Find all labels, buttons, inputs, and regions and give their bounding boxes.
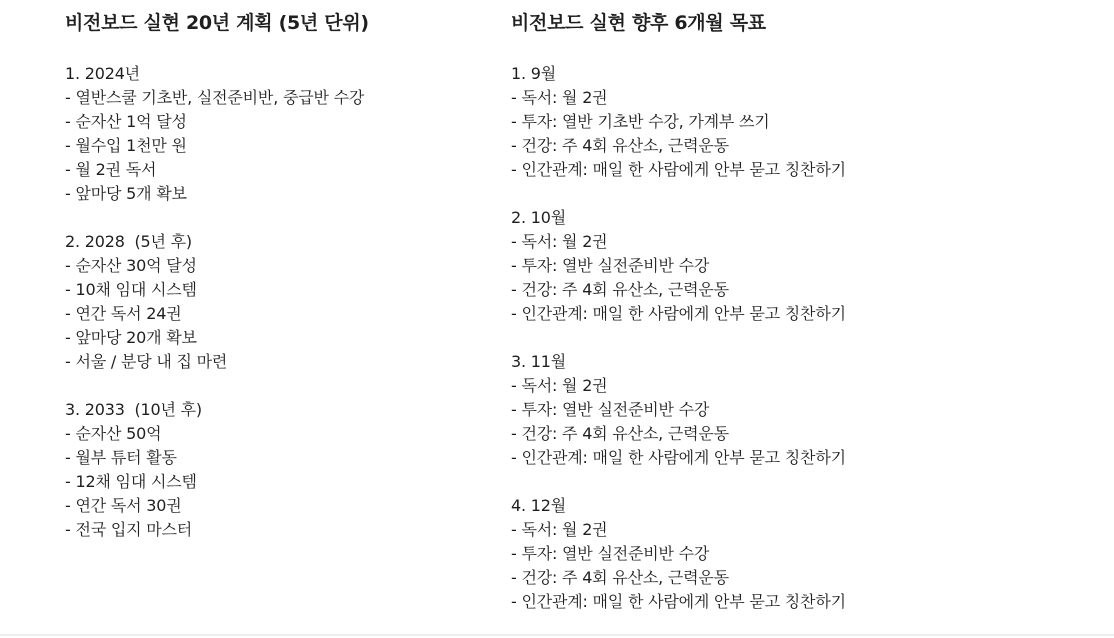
section-heading: 4. 12월 (511, 496, 566, 515)
list-item: - 투자: 열반 실전준비반 수강 (511, 400, 710, 419)
plan-section-2028 (65, 230, 485, 374)
list-item: - 독서: 월 2권 (511, 232, 608, 251)
list-item: - 건강: 주 4회 유산소, 근력운동 (511, 424, 729, 443)
list-item: - 인간관계: 매일 한 사람에게 안부 묻고 칭찬하기 (511, 160, 846, 179)
list-item: - 연간 독서 30권 (65, 496, 182, 515)
list-item: - 건강: 주 4회 유산소, 근력운동 (511, 280, 729, 299)
goal-section-october (511, 206, 1091, 326)
list-item: - 건강: 주 4회 유산소, 근력운동 (511, 568, 729, 587)
list-item: - 전국 입지 마스터 (65, 520, 193, 539)
list-item: - 투자: 열반 실전준비반 수강 (511, 256, 710, 275)
section-heading: 3. 2033 (10년 후) (65, 400, 202, 419)
list-item: - 순자산 50억 (65, 424, 162, 443)
list-item: - 인간관계: 매일 한 사람에게 안부 묻고 칭찬하기 (511, 592, 846, 611)
list-item: - 앞마당 20개 확보 (65, 328, 197, 347)
list-item: - 투자: 열반 기초반 수강, 가계부 쓰기 (511, 112, 770, 131)
list-item: - 10채 임대 시스템 (65, 280, 197, 299)
six-month-goals-column (511, 8, 1091, 638)
list-item: - 월수입 1천만 원 (65, 136, 187, 155)
list-item: - 월부 튜터 활동 (65, 448, 177, 467)
list-item: - 독서: 월 2권 (511, 520, 608, 539)
list-item: - 월 2권 독서 (65, 160, 157, 179)
goal-section-december (511, 494, 1091, 614)
section-heading: 2. 2028 (5년 후) (65, 232, 192, 251)
list-item: - 인간관계: 매일 한 사람에게 안부 묻고 칭찬하기 (511, 304, 846, 323)
six-month-goals-title: 비전보드 실현 향후 6개월 목표 (511, 12, 766, 34)
list-item: - 서울 / 분당 내 집 마련 (65, 352, 228, 371)
list-item: - 12채 임대 시스템 (65, 472, 197, 491)
section-heading: 3. 11월 (511, 352, 566, 371)
list-item: - 인간관계: 매일 한 사람에게 안부 묻고 칭찬하기 (511, 448, 846, 467)
list-item: - 앞마당 5개 확보 (65, 184, 187, 203)
list-item: - 투자: 열반 실전준비반 수강 (511, 544, 710, 563)
list-item: - 독서: 월 2권 (511, 88, 608, 107)
list-item: - 건강: 주 4회 유산소, 근력운동 (511, 136, 729, 155)
list-item: - 열반스쿨 기초반, 실전준비반, 중급반 수강 (65, 88, 365, 107)
goal-section-september (511, 62, 1091, 182)
section-heading: 1. 9월 (511, 64, 556, 83)
list-item: - 순자산 1억 달성 (65, 112, 187, 131)
list-item: - 연간 독서 24권 (65, 304, 182, 323)
plan-section-2033 (65, 398, 485, 542)
section-heading: 2. 10월 (511, 208, 566, 227)
twenty-year-plan-title: 비전보드 실현 20년 계획 (5년 단위) (65, 12, 369, 34)
goal-section-november (511, 350, 1091, 470)
list-item: - 독서: 월 2권 (511, 376, 608, 395)
list-item: - 순자산 30억 달성 (65, 256, 197, 275)
twenty-year-plan-column (65, 8, 485, 566)
plan-section-2024 (65, 62, 485, 206)
section-heading: 1. 2024년 (65, 64, 140, 83)
